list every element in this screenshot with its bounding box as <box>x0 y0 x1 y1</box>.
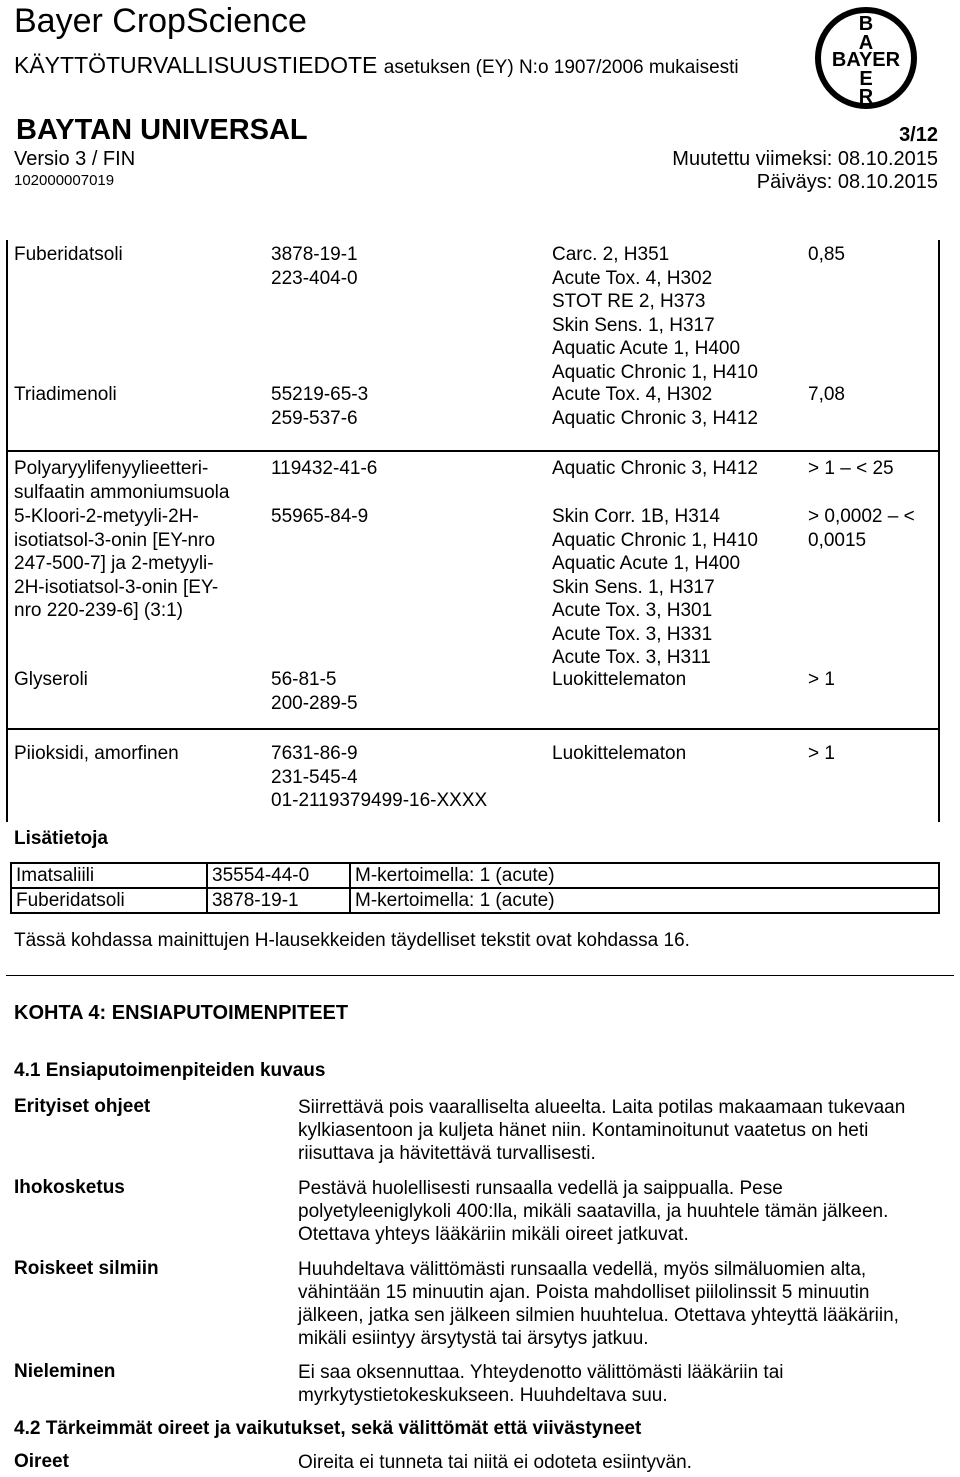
first-aid-text: Ei saa oksennuttaa. Yhteydenotto välittömästi lääkäriin tai myrkytystietokeskukseen. Huuhdeltava suu. <box>298 1362 784 1406</box>
table-row-divider <box>6 450 940 452</box>
component-classification: Carc. 2, H351 Acute Tox. 4, H302 STOT RE 2, H373 Skin Sens. 1, H317 Aquatic Acute 1, H400 Aquatic Chronic 1, H410 <box>552 244 758 383</box>
table-border-right <box>938 240 940 822</box>
substance-name: Imatsaliili <box>11 863 207 888</box>
component-name: Triadimenoli <box>14 384 117 405</box>
component-concentration: > 0,0002 – < 0,0015 <box>808 506 915 551</box>
m-factor: M-kertoimella: 1 (acute) <box>350 863 939 888</box>
m-factor: M-kertoimella: 1 (acute) <box>350 888 939 913</box>
component-concentration: > 1 <box>808 669 835 690</box>
logo-word: BAYER <box>831 49 901 71</box>
bayer-cross-logo <box>812 4 920 112</box>
section-4-title: KOHTA 4: ENSIAPUTOIMENPITEET <box>14 1002 349 1024</box>
table-row-divider <box>6 728 940 730</box>
extra-info-title: Lisätietoja <box>14 828 108 849</box>
substance-name: Fuberidatsoli <box>11 888 207 913</box>
cas-number: 3878-19-1 <box>207 888 350 913</box>
component-ids: 56-81-5 200-289-5 <box>271 669 358 714</box>
logo-letter-e: E <box>859 68 873 90</box>
document-code: 102000007019 <box>14 172 115 189</box>
component-concentration: 7,08 <box>808 384 845 405</box>
logo-letter-b: B <box>858 13 874 35</box>
logo-letter-r: R <box>858 86 874 108</box>
page-number: 3/12 <box>899 124 938 146</box>
component-classification: Aquatic Chronic 3, H412 <box>552 458 758 479</box>
component-name: Fuberidatsoli <box>14 244 123 265</box>
first-aid-label: Ihokosketus <box>14 1177 125 1198</box>
component-name: 5-Kloori-2-metyyli-2H- isotiatsol-3-onin [EY-nro 247-500-7] ja 2-metyyli- 2H-isotiatsol-3-onin [EY- nro 220-239-6] (3:1) <box>14 506 219 621</box>
component-name: Polyaryylifenyylieetteri- sulfaatin ammoniumsuola <box>14 458 230 503</box>
section-4-1-title: 4.1 Ensiaputoimenpiteiden kuvaus <box>14 1060 326 1081</box>
component-concentration: > 1 <box>808 743 835 764</box>
first-aid-label: Erityiset ohjeet <box>14 1096 151 1117</box>
table-border-left <box>6 240 8 822</box>
table-row <box>11 888 939 913</box>
table-row <box>11 863 939 888</box>
component-ids: 55965-84-9 <box>271 506 369 527</box>
product-name: BAYTAN UNIVERSAL <box>16 114 308 146</box>
first-aid-text: Siirrettävä pois vaaralliselta alueelta. Laita potilas makaamaan tukevaan kylkiasentoon ja kuljeta hänet niin. Kontaminoitunut vaatetus on heti riisuttava ja hävitettävä turvallisesti. <box>298 1097 906 1164</box>
component-ids: 55219-65-3 259-537-6 <box>271 384 369 429</box>
first-aid-label: Roiskeet silmiin <box>14 1258 159 1279</box>
component-classification: Skin Corr. 1B, H314 Aquatic Chronic 1, H410 Aquatic Acute 1, H400 Skin Sens. 1, H317 Acute Tox. 3, H301 Acute Tox. 3, H331 Acute Tox. 3, H311 <box>552 506 758 668</box>
component-classification: Acute Tox. 4, H302 Aquatic Chronic 3, H412 <box>552 384 758 429</box>
first-aid-text: Huuhdeltava välittömästi runsaalla vedellä, myös silmäluomien alta, vähintään 15 minuutin ajan. Poista mahdolliset piilolinssit 5 minuutin jälkeen, jatka sen jälkeen silmien huuhtelua. Otettava yhteyttä lääkäriin, mikäli esiintyy ärsytystä tai ärsytys jatkuu. <box>298 1259 899 1349</box>
company-name: Bayer CropScience <box>14 2 307 40</box>
component-ids: 3878-19-1 223-404-0 <box>271 244 358 289</box>
extra-info-table <box>10 862 940 914</box>
document-type: KÄYTTÖTURVALLISUUSTIEDOTE <box>14 52 378 78</box>
h-statement-note: Tässä kohdassa mainittujen H-lausekkeiden täydelliset tekstit ovat kohdassa 16. <box>14 930 690 951</box>
logo-letter-a: A <box>858 32 874 54</box>
first-aid-text: Pestävä huolellisesti runsaalla vedellä ja saippualla. Pese polyetyleeniglykoli 400:lla, mikäli saatavilla, ja huuhtele tämän jälkeen. Otettava yhteys lääkäriin mikäli oireet jatkuvat. <box>298 1178 889 1245</box>
document-title <box>14 52 739 79</box>
component-concentration: > 1 – < 25 <box>808 458 894 479</box>
component-concentration: 0,85 <box>808 244 845 265</box>
issue-date: Päiväys: 08.10.2015 <box>756 171 938 193</box>
symptoms-text: Oireita ei tunneta tai niitä ei odoteta esiintyvän. <box>298 1452 692 1473</box>
section-divider <box>6 975 954 976</box>
component-ids: 7631-86-9 231-545-4 01-2119379499-16-XXXX <box>271 743 488 811</box>
component-name: Piioksidi, amorfinen <box>14 743 179 764</box>
component-ids: 119432-41-6 <box>271 458 378 479</box>
section-4-2-title: 4.2 Tärkeimmät oireet ja vaikutukset, sekä välittömät että viivästyneet <box>14 1418 642 1439</box>
component-classification: Luokittelematon <box>552 743 687 764</box>
component-classification: Luokittelematon <box>552 669 687 690</box>
regulation-text: asetuksen (EY) N:o 1907/2006 mukaisesti <box>383 57 739 78</box>
cas-number: 35554-44-0 <box>207 863 350 888</box>
first-aid-label: Nieleminen <box>14 1361 116 1382</box>
last-modified: Muutettu viimeksi: 08.10.2015 <box>672 148 938 170</box>
component-name: Glyseroli <box>14 669 88 690</box>
symptoms-label: Oireet <box>14 1451 69 1472</box>
version: Versio 3 / FIN <box>14 148 136 170</box>
